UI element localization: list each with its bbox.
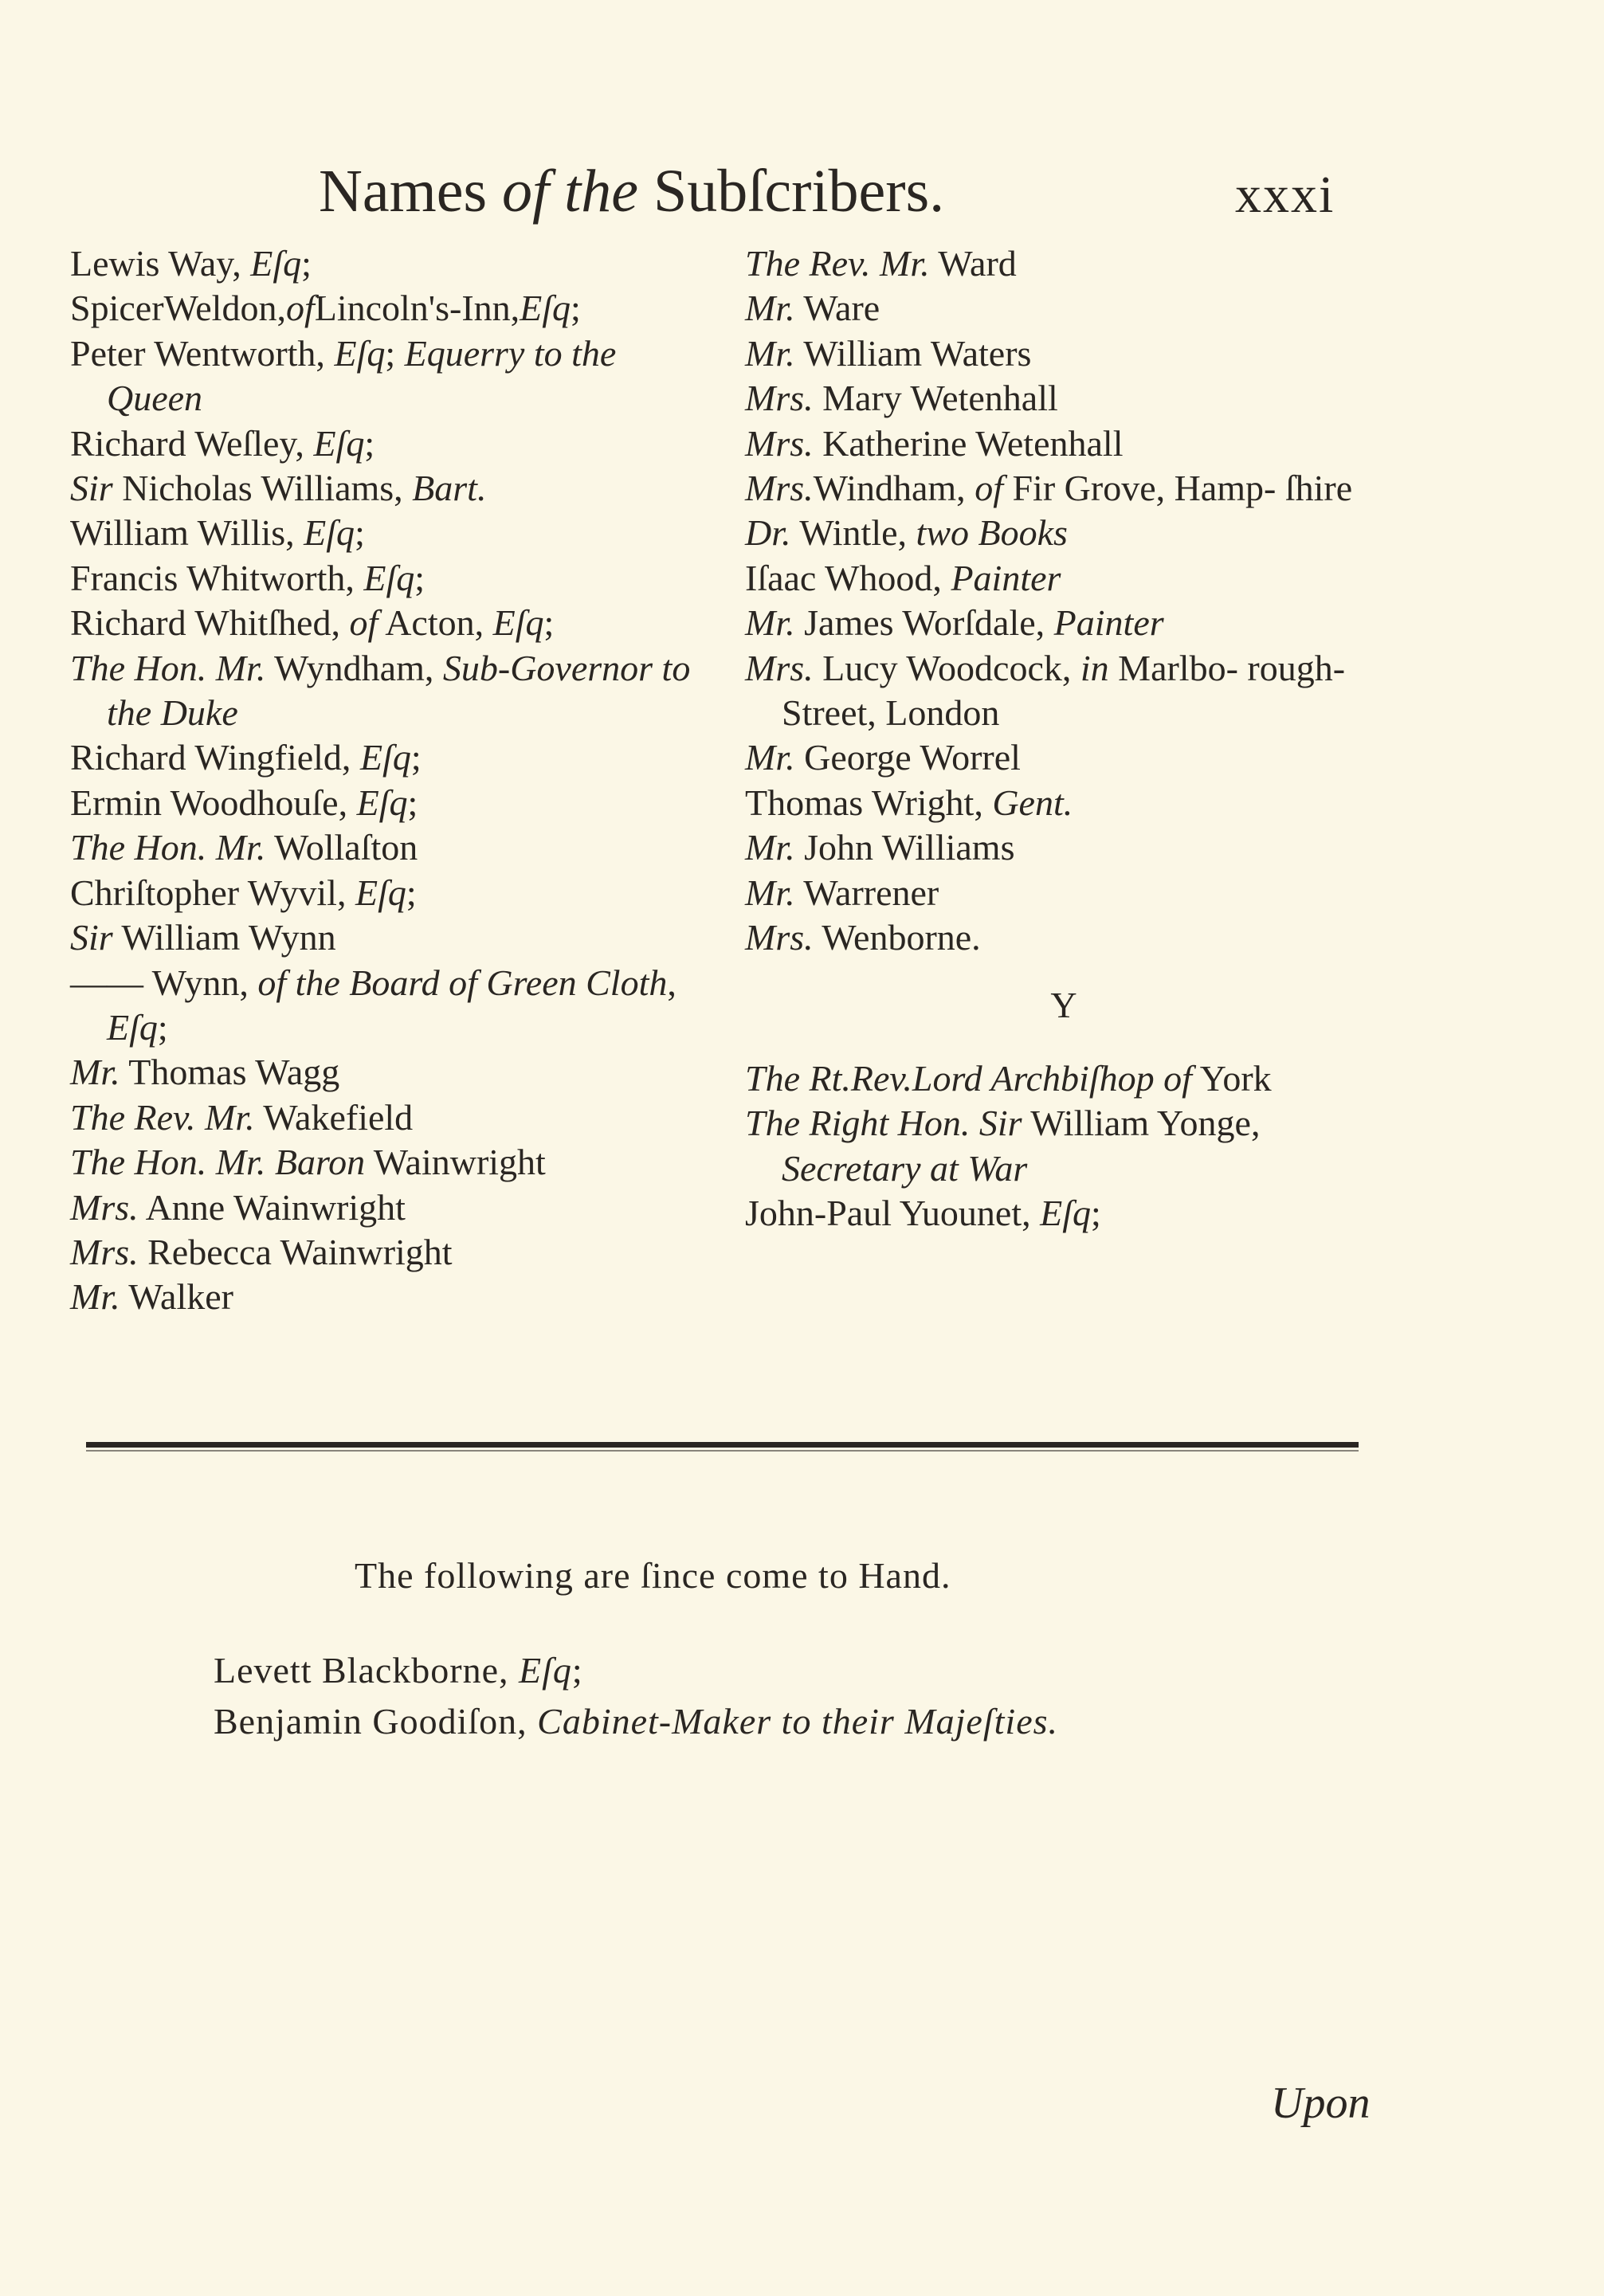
entry-text: ; [406,872,417,913]
subscriber-entry [70,511,708,555]
entry-text: Ward [929,243,1017,284]
entry-italic-text: The Hon. Mr. Baron [70,1142,366,1183]
entry-text: Walker [120,1276,233,1318]
entry-text: Francis Whitworth, [70,557,364,598]
entry-italic-text: Eſq [520,288,571,329]
subscriber-entry [745,601,1406,645]
entry-italic-text: Mrs. [745,422,814,464]
entry-italic-text: Eſq [107,1006,158,1048]
entry-text: Ware [794,288,880,329]
entry-italic-text: Painter [951,557,1061,598]
entry-text: ; [543,602,555,644]
subscriber-entry [70,241,708,286]
subscriber-column-left [70,241,708,1320]
entry-text: ; [571,288,581,329]
entry-italic-text: Equerry to the Queen [107,332,617,419]
entry-text: Ermin Woodhouſe, [70,782,357,823]
entry-text: Wainwright [365,1142,546,1183]
entry-italic-text: The Rev. Mr. [70,1096,255,1138]
subscriber-entry [745,376,1406,421]
entry-text: Warrener [794,872,939,913]
entry-text: Rebecca Wainwright [138,1231,453,1272]
subscriber-entry [70,331,708,421]
entry-italic-text: Mr. [745,332,795,374]
subscriber-entry [70,1095,708,1140]
entry-text: —— Wynn, [70,962,258,1003]
subscriber-entry [745,241,1406,286]
entry-text: Peter Wentworth, [70,332,335,374]
entry-italic-text: Mr. [745,288,795,329]
entry-italic-text: Eſq [1040,1193,1092,1234]
subscriber-entry [70,421,708,466]
addendum-heading: The following are ſince come to Hand. [355,1555,951,1596]
entry-italic-text: of [975,468,1003,509]
entry-text: Thomas Wagg [120,1052,340,1093]
entry-text: Mary Wetenhall [813,378,1058,419]
subscriber-entry [745,735,1406,780]
entry-italic-text: The Right Hon. Sir [745,1103,1022,1144]
subscriber-entry [70,286,708,331]
entry-text: William Yonge, [1022,1103,1261,1144]
subscriber-entry [70,871,708,915]
entry-text: Wollaſton [265,827,418,868]
entry-italic-text: The Rt.Rev.Lord Archbiſhop of [745,1057,1192,1099]
entry-italic-text: Eſq [519,1650,572,1691]
subscriber-entry [70,735,708,780]
entry-text: Thomas Wright, [745,782,993,823]
entry-italic-text: Sub-Governor to the Duke [107,647,691,734]
entry-italic-text: Mrs. [745,917,814,958]
entry-text: Richard Whitſhed, [70,602,350,644]
entry-italic-text: Eſq [356,782,408,823]
entry-italic-text: Mr. [745,872,795,913]
subscriber-entry [745,825,1406,870]
entry-text: John Williams [794,827,1015,868]
entry-text: ; [301,243,312,284]
entry-text: William Willis, [70,512,304,554]
entry-italic-text: The Hon. Mr. [70,827,266,868]
entry-text: Chriſtopher Wyvil, [70,872,355,913]
entry-italic-text: in [1080,647,1109,688]
entry-text: ; [355,512,365,554]
subscriber-entry [745,781,1406,825]
entry-text: Lucy Woodcock, [813,647,1080,688]
subscriber-entry [745,331,1406,376]
subscriber-entry [70,961,708,1051]
subscriber-entry [745,421,1406,466]
entry-text: SpicerWeldon, [70,288,286,329]
entry-text: Lincoln's-Inn, [314,288,520,329]
entry-italic-text: The Hon. Mr. [70,647,266,688]
subscriber-entry [745,1191,1406,1236]
entry-italic-text: Gent. [992,782,1073,823]
subscriber-entry [745,286,1406,331]
entry-text: Levett Blackborne, [214,1650,520,1691]
entry-text: William Wynn [112,917,336,958]
entry-text: ; [385,332,405,374]
entry-italic-text: Sir [70,468,113,509]
entry-italic-text: Eſq [492,602,544,644]
entry-italic-text: Eſq [334,332,386,374]
entry-text: Nicholas Williams, [112,468,413,509]
entry-text: Richard Wingfield, [70,737,360,778]
header-title-part1: Names [319,158,488,225]
entry-italic-text: Painter [1053,602,1164,644]
entry-italic-text: of the Board of Green Cloth [257,962,668,1003]
subscriber-entry [70,1275,708,1319]
subscriber-list-y [745,1056,1406,1236]
subscriber-entry [70,646,708,736]
entry-text: ; [571,1650,583,1691]
entry-italic-text: Secretary at War [782,1147,1028,1189]
subscriber-entry [214,1645,1058,1696]
entry-italic-text: Eſq [250,243,302,284]
entry-text: Wakefield [254,1096,414,1138]
subscriber-entry [70,1050,708,1095]
entry-italic-text: Mrs. [70,1186,139,1228]
entry-italic-text: Mr. [745,737,795,778]
entry-italic-text: Mr. [70,1276,120,1318]
entry-italic-text: Eſq [363,557,415,598]
page-number: xxxi [1235,166,1335,224]
entry-text: Iſaac Whood, [745,557,951,598]
entry-text: ; [414,557,426,598]
catchword: Upon [1271,2079,1371,2128]
entry-text: John-Paul Yuounet, [745,1193,1041,1234]
entry-text: Katherine Wetenhall [813,422,1124,464]
subscriber-entry [214,1696,1058,1747]
entry-italic-text: Eſq [304,512,355,554]
subscriber-entry [70,556,708,601]
entry-italic-text: Mrs. [745,468,814,509]
entry-text: James Worſdale, [794,602,1054,644]
entry-text: William Waters [794,332,1032,374]
divider-rule [86,1442,1359,1448]
subscriber-entry [745,1056,1406,1101]
entry-italic-text: Mrs. [745,647,814,688]
section-letter-y: Y [1050,984,1077,1025]
entry-italic-text: Bart. [412,468,487,509]
entry-italic-text: Eſq [355,872,406,913]
subscriber-entry [70,601,708,645]
entry-italic-text: Eſq [359,737,411,778]
entry-text: Anne Wainwright [138,1186,406,1228]
subscriber-entry [745,871,1406,915]
entry-text: ; [364,422,375,464]
entry-text: ; [407,782,418,823]
subscriber-entry [745,646,1406,736]
subscriber-entry [70,781,708,825]
entry-text: Wenborne. [813,917,981,958]
entry-italic-text: Mrs. [70,1231,139,1272]
entry-italic-text: Sir [70,917,113,958]
subscriber-entry [70,825,708,870]
entry-text: Marlbo- rough-Street, London [782,647,1346,734]
entry-text: George Worrel [794,737,1021,778]
subscriber-entry [745,466,1406,511]
entry-text: ; [410,737,422,778]
entry-italic-text: The Rev. Mr. [745,243,930,284]
entry-text: ; [157,1006,168,1048]
entry-italic-text: Eſq [313,422,365,464]
entry-italic-text: Mrs. [745,378,814,419]
entry-text: Fir Grove, Hamp- ſhire [1002,468,1353,509]
entry-italic-text: two Books [916,512,1068,554]
entry-text: Windham, [813,468,975,509]
subscriber-entry [745,511,1406,555]
entry-text: York [1191,1057,1272,1099]
subscriber-column-right [745,241,1406,1236]
entry-italic-text: Dr. [745,512,791,554]
subscriber-entry [70,1230,708,1275]
subscriber-entry [745,915,1406,960]
entry-text: Wintle, [790,512,916,554]
page-header-title [319,155,944,227]
entry-text: , [667,962,677,1003]
entry-text: Lewis Way, [70,243,251,284]
divider-rule-thin [86,1450,1359,1452]
subscriber-entry [745,1101,1406,1191]
entry-text: Richard Weſley, [70,422,314,464]
addendum-list [214,1645,1058,1747]
entry-italic-text: Cabinet-Maker to their Majeſties. [537,1701,1059,1742]
subscriber-entry [70,1185,708,1230]
entry-italic-text: Mr. [745,827,795,868]
entry-text: Acton, [378,602,493,644]
entry-italic-text: Mr. [70,1052,120,1093]
entry-text: Wyndham, [265,647,443,688]
entry-text: Benjamin Goodiſon, [214,1701,538,1742]
entry-italic-text: of [285,288,315,329]
subscriber-entry [70,466,708,511]
entry-italic-text: Mr. [745,602,795,644]
subscriber-entry [70,915,708,960]
subscriber-entry [70,1140,708,1185]
entry-italic-text: of [349,602,378,644]
subscriber-entry [745,556,1406,601]
header-title-part3: Subſcribers. [653,158,945,225]
entry-text: ; [1091,1193,1101,1234]
subscriber-list-w-continued [745,241,1406,961]
header-title-part2: of the [502,158,639,225]
